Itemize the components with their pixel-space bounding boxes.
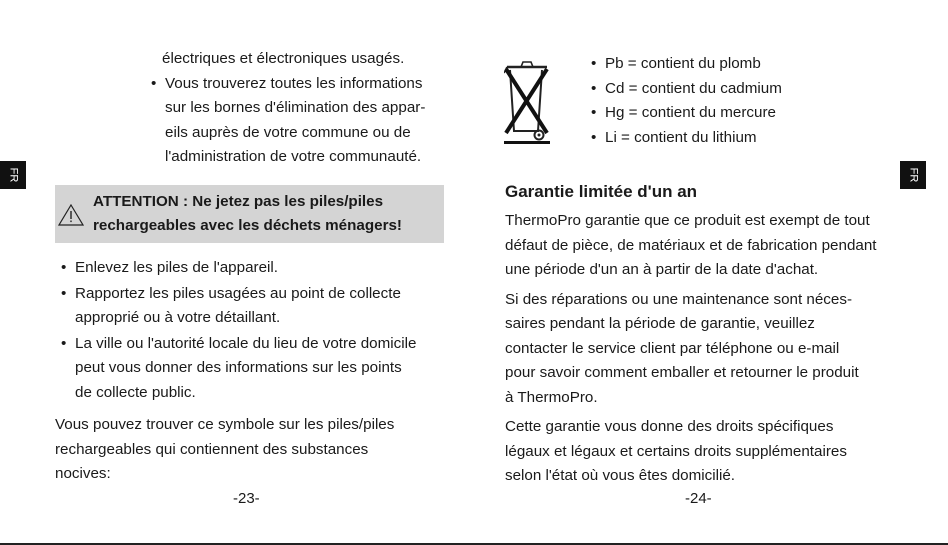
paragraph-line: défaut de pièce, de matériaux et de fabrication pendant <box>505 236 877 254</box>
paragraph-line: pour savoir comment emballer et retourner le produit <box>505 364 859 381</box>
warning-triangle-icon <box>58 204 84 226</box>
left-top-block <box>145 47 450 170</box>
list-item-line: • La ville ou l'autorité locale du lieu de votre domicile <box>75 334 417 352</box>
paragraph-line: légaux et légaux et certains droits supplémentaires <box>505 442 847 460</box>
list-item-line: • Rapportez les piles usagées au point de collecte <box>75 284 401 302</box>
warranty-text <box>505 209 905 489</box>
paragraph-line: saires pendant la période de garantie, veuillez <box>505 315 815 332</box>
warranty-heading: Garantie limitée d'un an <box>505 182 698 201</box>
paragraph-line: Cette garantie vous donne des droits spécifiques <box>505 418 834 435</box>
list-item-line: • Enlevez les piles de l'appareil. <box>75 259 278 276</box>
warning-box <box>55 185 444 243</box>
paragraph-line: rechargeables qui contiennent des substances <box>55 440 369 458</box>
list-item <box>55 282 450 331</box>
warning-line: rechargeables avec les déchets ménagers! <box>93 217 402 234</box>
warning-line: ATTENTION : Ne jetez pas les piles/piles <box>93 193 384 210</box>
metal-item: • Hg = contient du mercure <box>585 101 885 126</box>
page-number-right: -24- <box>685 490 712 507</box>
top-bullet-line: • Vous trouverez toutes les informations <box>165 74 423 92</box>
warning-text <box>93 190 433 238</box>
crossed-out-wheelie-bin-icon <box>504 55 550 145</box>
paragraph-line: Si des réparations ou une maintenance sont néces- <box>505 290 852 308</box>
top-continuation: électriques et électroniques usagés. <box>162 50 405 67</box>
paragraph-line: ThermoPro garantie que ce produit est exempt de tout <box>505 212 870 229</box>
list-item <box>55 332 450 406</box>
language-tab-left <box>0 161 26 189</box>
warranty-paragraph <box>505 415 905 489</box>
page-number-left: -23- <box>233 490 260 507</box>
metal-item: • Li = contient du lithium <box>585 126 885 151</box>
list-item-line: approprié ou à votre détaillant. <box>75 309 281 326</box>
metal-list <box>585 52 885 150</box>
paragraph-line: contacter le service client par téléphone ou e-mail <box>505 339 840 357</box>
language-tab-right <box>900 161 926 189</box>
language-tab-right-label: FR <box>907 167 920 183</box>
paragraph-line: nocives: <box>55 465 111 482</box>
top-bullet <box>145 72 450 170</box>
top-bullet-line: eils auprès de votre commune ou de <box>165 123 411 141</box>
list-item-line: peut vous donner des informations sur les points <box>75 359 402 376</box>
symbol-paragraph <box>55 413 450 487</box>
warranty-paragraph <box>505 209 905 283</box>
paragraph-line: une période d'un an à partir de la date d'achat. <box>505 261 819 278</box>
disposal-list <box>55 256 450 405</box>
paragraph-line: à ThermoPro. <box>505 388 598 406</box>
top-bullet-line: sur les bornes d'élimination des appar- <box>165 99 426 116</box>
warranty-paragraph <box>505 288 905 411</box>
list-item <box>55 256 450 281</box>
metal-item: • Cd = contient du cadmium <box>585 77 885 102</box>
language-tab-left-label: FR <box>7 167 20 183</box>
paragraph-line: Vous pouvez trouver ce symbole sur les piles/piles <box>55 416 395 433</box>
list-item-line: de collecte public. <box>75 383 196 401</box>
metal-item: • Pb = contient du plomb <box>585 52 885 77</box>
top-bullet-line: l'administration de votre communauté. <box>165 148 422 165</box>
paragraph-line: selon l'état où vous êtes domicilié. <box>505 467 735 484</box>
